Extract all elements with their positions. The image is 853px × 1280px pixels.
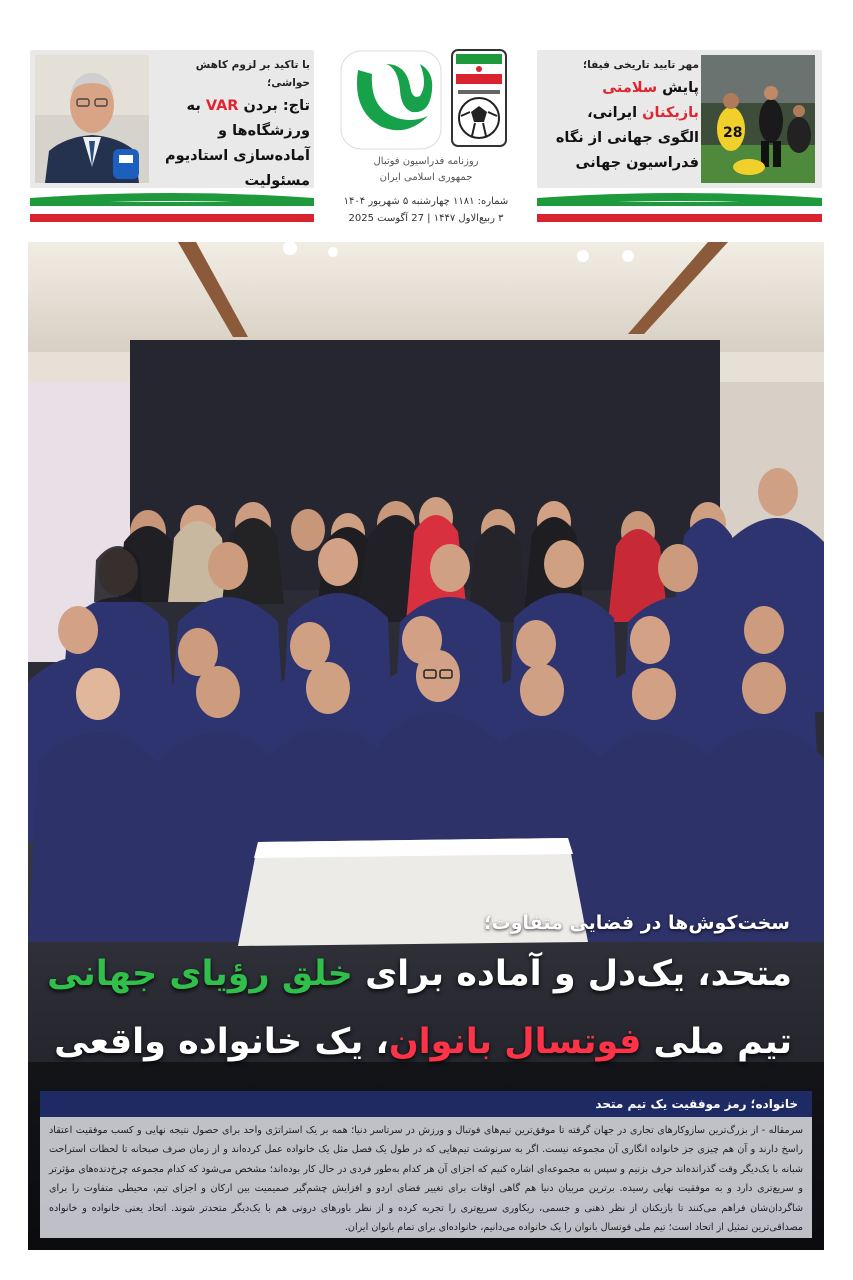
match-action-photo xyxy=(701,55,815,183)
title-part: متحد، یک‌دل و آماده برای xyxy=(352,954,792,994)
issue-info xyxy=(320,193,532,235)
title-part: تیم ملی xyxy=(641,1022,792,1062)
issue-number-date: شماره: ۱۱۸۱ چهارشنبه ۵ شهریور ۱۴۰۴ xyxy=(343,196,509,207)
headline-part: ایرانی، الگوی جهانی از نگاه فدراسیون جهانی xyxy=(555,105,699,171)
iran-flag-strip xyxy=(30,196,314,224)
title-highlight-red: فوتسال بانوان xyxy=(388,1022,642,1062)
headline-part: به ورزشگاه‌ها و آماده‌سازی استادیوم مسئولیت xyxy=(165,98,310,189)
main-subheadline: سخت‌کوش‌ها در فضایی متفاوت؛ xyxy=(484,912,790,934)
title-part: ، یک خانواده واقعی xyxy=(54,1022,389,1062)
article-body: سرمقاله - از بزرگ‌ترین سازوکارهای تجاری در جهان گرفته تا موفق‌ترین تیم‌های فوتبال و ورزش در سرتاسر دنیا؛ همه بر یک استراتژی واحد برای حصول نتیجه نهایی و کسب موفقیت اعتقاد راسخ دارند و آن هم چیزی جز خانواده انگاری آن مجموعه نیست. اگر به سرنوشت تیم‌هایی که در طول یک فصل مثل یک خانواده عمل کرده‌اند و از زمان صرف صبحانه تا لحظات استراحت شبانه با یک‌دیگر وقت گذرانده‌اند حرف بزنیم و سپس به مجموعه‌ای اشاره کنیم که اجزای آن هر کدام به‌طور فردی در حال کار بوده‌اند؛ مشخص می‌شود که کدام مجموعه چرخ‌دنده‌های مؤثرتر و سریع‌تری دارد و به موفقیت نهایی رسیده. برترین مربیان دنیا هم گاهی اوقات برای تغییر فضای اردو و افزایش چشم‌گیر صمیمیت بین ارکان و اجزای تیم، محیطی متفاوت را برای شاگردان‌شان فراهم می‌کنند تا بازیکنان از نظر ذهنی و جسمی، ریکاوری سریع‌تری را تجربه کرده و از نظر باورهای درونی هم با یک‌دیگر متحدتر شوند. اتحاد یعنی خانواده و خانواده مصداقی‌ترین تمثیل از اتحاد است؛ تیم ملی فوتسال بانوان را یک خانواده می‌دانیم، خانواده‌ای برای تمام بانوان ایران. xyxy=(40,1117,812,1238)
svg-text:28: 28 xyxy=(723,125,743,141)
right-story-headline[interactable] xyxy=(541,76,699,176)
right-header-story[interactable] xyxy=(537,50,822,188)
official-portrait-photo xyxy=(35,55,149,183)
issue-hijri-gregorian-date: ۳ ربیع‌الاول ۱۴۴۷ | 27 آگوست 2025 xyxy=(348,213,504,224)
headline-part: پایش xyxy=(657,80,699,96)
right-story-kicker: مهر تایید تاریخی فیفا؛ xyxy=(582,59,699,71)
masthead-caption-2: جمهوری اسلامی ایران xyxy=(379,172,473,183)
federation-logo-icon xyxy=(340,50,442,150)
left-header-story[interactable] xyxy=(30,50,314,188)
left-story-kicker: با تاکید بر لزوم کاهش حواشی؛ xyxy=(195,59,310,89)
main-title-line-1[interactable] xyxy=(40,948,792,1000)
title-highlight-green: خلق رؤیای جهانی xyxy=(47,954,353,994)
iran-flag-strip xyxy=(537,196,822,224)
headline-highlight: VAR xyxy=(205,98,239,114)
headline-part: تاج: بردن xyxy=(238,98,310,114)
masthead-logo[interactable] xyxy=(340,50,512,190)
headline-highlight: سلامتی بازیکنان xyxy=(602,80,699,121)
article-heading[interactable]: خانواده؛ رمز موفقیت یک تیم متحد xyxy=(40,1091,812,1117)
right-story-text xyxy=(541,56,699,176)
main-title-line-2[interactable] xyxy=(40,1016,792,1068)
masthead-caption-1: روزنامه فدراسیون فوتبال xyxy=(373,156,479,167)
ffiri-badge-icon xyxy=(448,50,510,150)
